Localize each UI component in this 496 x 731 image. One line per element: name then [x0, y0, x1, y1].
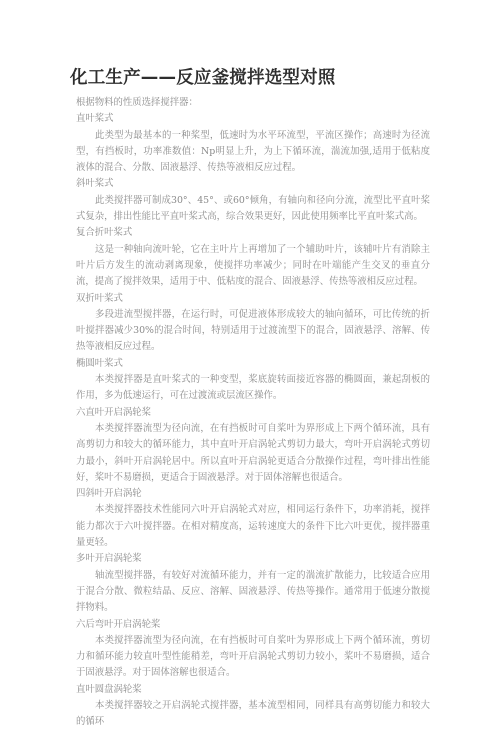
section-multi-blade-open-turbine: [76, 551, 430, 616]
section-heading: 双折叶桨式: [76, 292, 123, 304]
section-body: 本类搅拌器流型为径向流，在有挡板时可自桨叶为界形成上下两个循环流，剪切力和循环能力较直叶型性能稍差，弯叶开启涡轮式剪切力较小，桨叶不易磨损，适合于固液悬浮。对于固体溶解也很适合。: [76, 634, 430, 679]
section-heading: 复合折叶桨式: [76, 227, 133, 239]
section-heading: 六后弯叶开启涡轮桨: [76, 618, 161, 630]
section-heading: 直叶桨式: [76, 113, 114, 125]
section-heading: 多叶开启涡轮桨: [76, 553, 142, 565]
section-heading: 四斜叶开启涡轮: [76, 488, 142, 500]
section-body: 本类搅拌器是直叶桨式的一种变型，桨底旋转面接近容器的椭圆面，兼起刮板的作用，多为低速运行，可在过渡流或层流区操作。: [76, 374, 430, 402]
page-title: 化工生产——反应釜搅拌选型对照: [70, 68, 336, 88]
section-pitched-blade: [76, 176, 430, 225]
section-body: 这是一种轴向流叶轮，它在主叶片上再增加了一个辅助叶片，该辅叶片有消除主叶片后方发生的流动剥离现象，使搅拌功率减少；同时在叶端能产生交叉的垂直分流，提高了搅拌效果，适用于中、低粘度的混合、固液悬浮、传热等液相反应过程。: [76, 243, 430, 288]
section-straight-disc-turbine: [76, 682, 430, 731]
section-body: 本类搅拌器技术性能同六叶开启涡轮式对应，相同运行条件下，功率消耗，搅拌能力都次于六叶搅拌器。在相对精度高，运转速度大的条件下比六叶更优，搅拌器重量更轻。: [76, 504, 430, 549]
section-six-straight-open-turbine: [76, 405, 430, 486]
section-body: 多段进流型搅拌器，在运行时，可促进液体形成较大的轴向循环，可比传统的折叶搅拌器减少30%的混合时间，特别适用于过渡流型下的混合，固液悬浮、溶解、传热等液相反应过程。: [76, 308, 430, 353]
section-body: 本类搅拌器较之开启涡轮式搅拌器，基本流型相同，同样具有高剪切能力和较大的循环: [76, 699, 430, 728]
section-straight-blade: [76, 111, 430, 176]
section-compound-folded-blade: [76, 225, 430, 290]
document-body: [76, 95, 430, 731]
section-six-curved-open-turbine: [76, 617, 430, 682]
section-heading: 椭圆叶桨式: [76, 357, 123, 369]
intro-text: 根据物料的性质选择搅拌器：: [76, 97, 198, 108]
section-heading: 斜叶桨式: [76, 178, 114, 190]
section-body: 此类型为最基本的一种桨型，低速时为水平环流型，平流区操作；高速时为径流型，有挡板时，功率准数值：Np明显上升，为上下循环流，湍流加强,适用于低粘度液体的混合、分散、固液悬浮、传热等液相反应过程。: [76, 129, 430, 174]
section-body: 本类搅拌器流型为径向流，在有挡板时可自桨叶为界形成上下两个循环流，具有高剪切力和较大的循环能力，其中直叶开启涡轮式剪切力最大，弯叶开启涡轮式剪切力最小，斜叶开启涡轮居中。所以直叶开启涡轮更适合分散操作过程，弯叶排出性能好，桨叶不易磨损，更适合于固液悬浮。对于固体溶解也很适合。: [76, 422, 430, 483]
section-four-pitched-open-turbine: [76, 486, 430, 551]
section-elliptical-blade: [76, 356, 430, 405]
section-double-folded-blade: [76, 291, 430, 356]
section-body: 此类搅拌器可制成30°、45°、或60°倾角，有轴向和径向分流，流型比平直叶桨式复杂，排出性能比平直叶桨式高，综合效果更好，因此使用频率比平直叶桨式高。: [76, 194, 430, 223]
section-heading: 直叶圆盘涡轮桨: [76, 683, 142, 695]
section-body: 轴流型搅拌器，有较好对流循环能力，并有一定的湍流扩散能力，比较适合应用于混合分散、微粒结晶、反应、溶解、固液悬浮、传热等操作。通常用于低速分散搅拌物料。: [76, 569, 430, 614]
section-heading: 六直叶开启涡轮桨: [76, 406, 152, 418]
